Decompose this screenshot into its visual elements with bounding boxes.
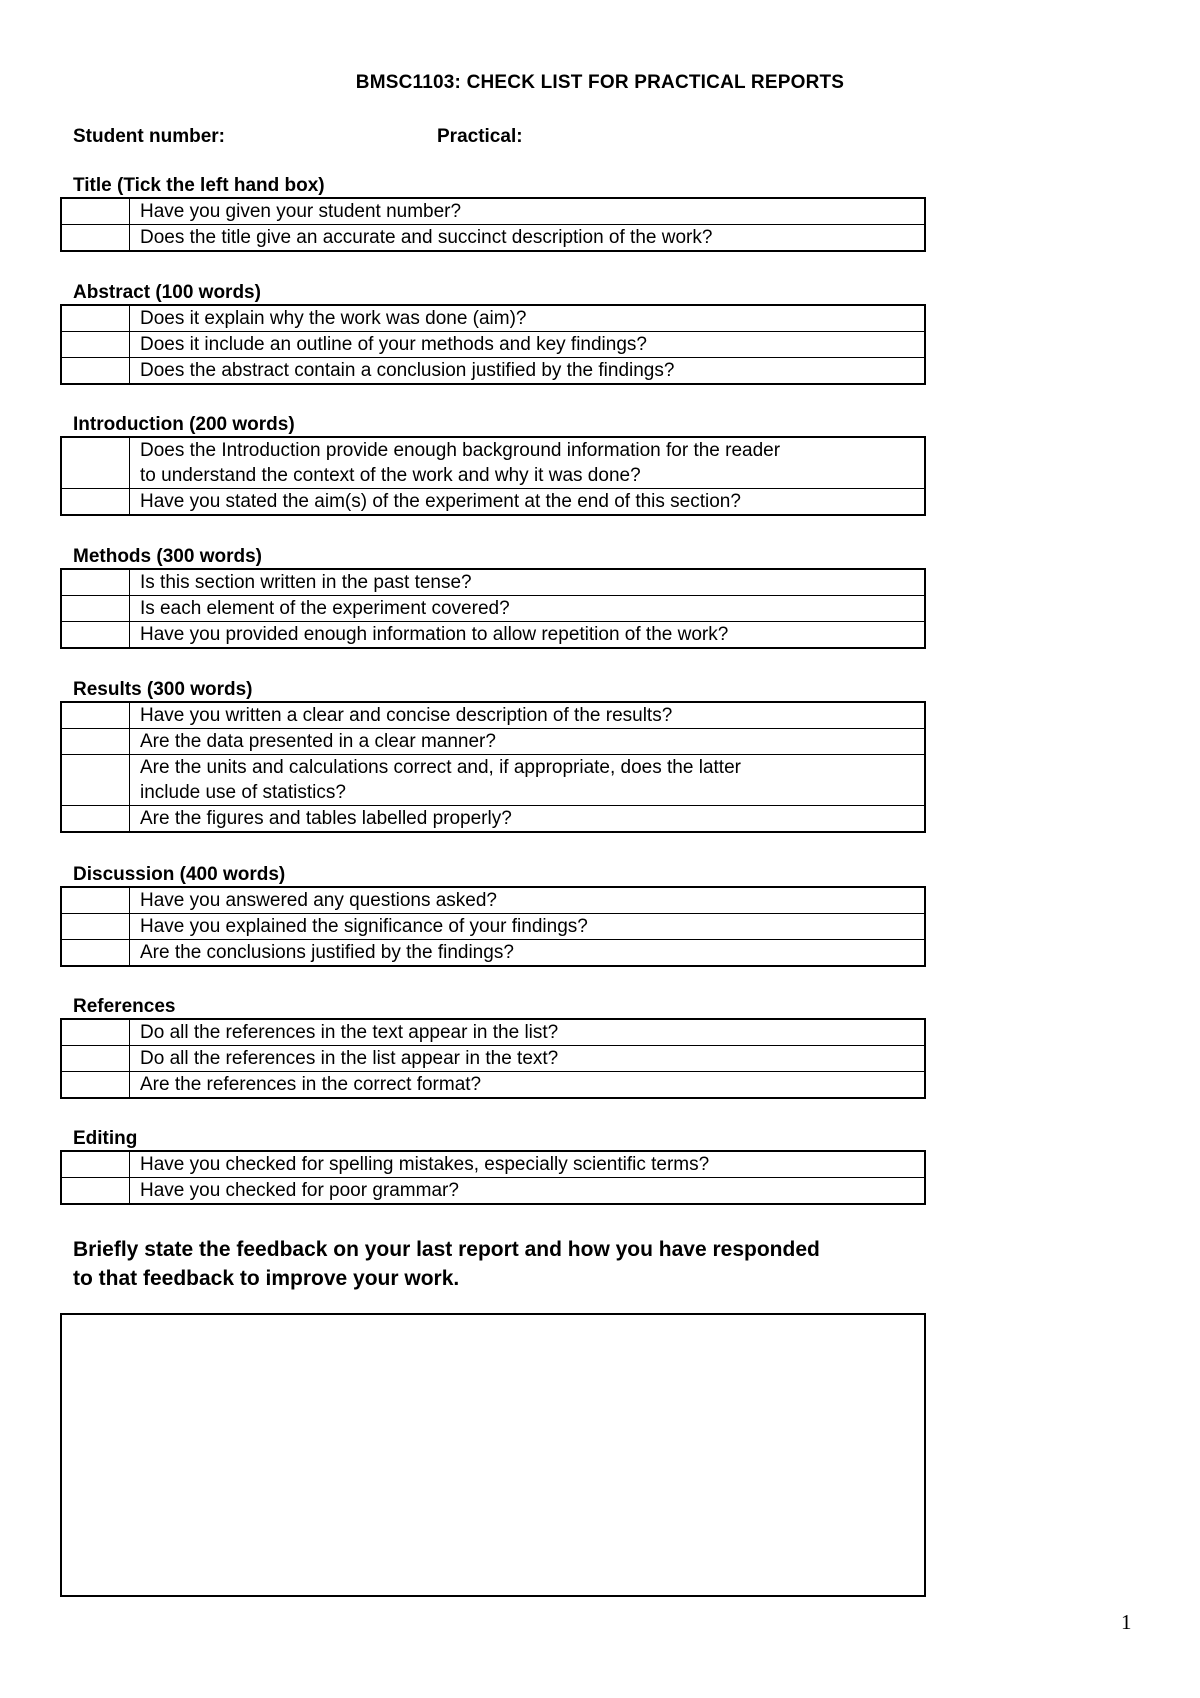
- checklist-row: [62, 621, 924, 647]
- checklist-table: [60, 568, 926, 649]
- checklist-row: [62, 728, 924, 754]
- tick-box[interactable]: [62, 1020, 130, 1045]
- checklist-row: [62, 595, 924, 621]
- tick-box[interactable]: [62, 703, 130, 728]
- checklist-row: [62, 1071, 924, 1097]
- tick-box[interactable]: [62, 940, 130, 965]
- section-abstract: [60, 282, 926, 385]
- checklist-row: [62, 199, 924, 224]
- tick-box[interactable]: [62, 806, 130, 831]
- checklist-question: Have you checked for spelling mistakes, especially scientific terms?: [140, 1154, 710, 1175]
- section-heading: Title (Tick the left hand box): [73, 175, 325, 196]
- tick-box[interactable]: [62, 489, 130, 514]
- checklist-row: [62, 488, 924, 514]
- checklist-row: [62, 888, 924, 913]
- checklist-row: [62, 1177, 924, 1203]
- tick-box[interactable]: [62, 888, 130, 913]
- checklist-table: [60, 436, 926, 516]
- checklist-table: [60, 1018, 926, 1099]
- section-heading: Results (300 words): [73, 679, 253, 700]
- feedback-prompt: [73, 1235, 953, 1293]
- checklist-question: Are the figures and tables labelled properly?: [140, 808, 512, 829]
- tick-box[interactable]: [62, 596, 130, 621]
- section-discussion: [60, 864, 926, 967]
- checklist-question: Have you written a clear and concise description of the results?: [140, 705, 673, 726]
- document-title: BMSC1103: CHECK LIST FOR PRACTICAL REPORTS: [355, 72, 845, 93]
- practical-label: Practical:: [437, 126, 523, 147]
- tick-box[interactable]: [62, 438, 130, 488]
- section-results: [60, 679, 926, 833]
- tick-box[interactable]: [62, 332, 130, 357]
- tick-box[interactable]: [62, 1072, 130, 1097]
- section-introduction: [60, 414, 926, 516]
- checklist-question: Does the title give an accurate and succinct description of the work?: [140, 227, 713, 248]
- tick-box[interactable]: [62, 358, 130, 383]
- checklist-table: [60, 886, 926, 967]
- section-heading: Methods (300 words): [73, 546, 262, 567]
- checklist-question: Do all the references in the list appear in the text?: [140, 1048, 559, 1069]
- checklist-row: [62, 224, 924, 250]
- section-heading: Introduction (200 words): [73, 414, 295, 435]
- checklist-row: [62, 306, 924, 331]
- checklist-table: [60, 701, 926, 833]
- tick-box[interactable]: [62, 729, 130, 754]
- page-number: 1: [1121, 1610, 1132, 1634]
- checklist-question: Are the references in the correct format?: [140, 1074, 482, 1095]
- checklist-row: [62, 913, 924, 939]
- tick-box[interactable]: [62, 622, 130, 647]
- checklist-row: [62, 331, 924, 357]
- tick-box[interactable]: [62, 914, 130, 939]
- checklist-row: [62, 438, 924, 488]
- section-methods: [60, 546, 926, 649]
- checklist-question: Does the Introduction provide enough background information for the reader to understand the context of the work and why it was done?: [140, 440, 781, 486]
- checklist-row: [62, 357, 924, 383]
- checklist-row: [62, 703, 924, 728]
- section-heading: Abstract (100 words): [73, 282, 261, 303]
- checklist-question: Are the units and calculations correct and, if appropriate, does the latter include use of statistics?: [140, 757, 741, 803]
- checklist-row: [62, 570, 924, 595]
- tick-box[interactable]: [62, 306, 130, 331]
- tick-box[interactable]: [62, 199, 130, 224]
- checklist-table: [60, 304, 926, 385]
- student-number-label: Student number:: [73, 126, 225, 147]
- checklist-row: [62, 754, 924, 805]
- section-editing: [60, 1128, 926, 1205]
- checklist-question: Are the conclusions justified by the findings?: [140, 942, 514, 963]
- feedback-response-box[interactable]: [60, 1313, 926, 1597]
- checklist-question: Is each element of the experiment covered?: [140, 598, 510, 619]
- checklist-row: [62, 1020, 924, 1045]
- tick-box[interactable]: [62, 570, 130, 595]
- section-references: [60, 996, 926, 1099]
- checklist-question: Does it include an outline of your methods and key findings?: [140, 334, 647, 355]
- section-heading: References: [73, 996, 176, 1017]
- section-heading: Discussion (400 words): [73, 864, 286, 885]
- checklist-question: Is this section written in the past tense?: [140, 572, 472, 593]
- tick-box[interactable]: [62, 1152, 130, 1177]
- student-info-row: [73, 126, 523, 148]
- feedback-prompt-text: Briefly state the feedback on your last report and how you have responded to that feedback to improve your work.: [73, 1238, 820, 1290]
- checklist-question: Have you stated the aim(s) of the experiment at the end of this section?: [140, 491, 741, 512]
- checklist-question: Are the data presented in a clear manner?: [140, 731, 496, 752]
- checklist-table: [60, 197, 926, 252]
- checklist-question: Have you checked for poor grammar?: [140, 1180, 459, 1201]
- checklist-row: [62, 939, 924, 965]
- checklist-row: [62, 1045, 924, 1071]
- tick-box[interactable]: [62, 225, 130, 250]
- section-heading: Editing: [73, 1128, 138, 1149]
- checklist-question: Have you explained the significance of your findings?: [140, 916, 588, 937]
- checklist-question: Does the abstract contain a conclusion justified by the findings?: [140, 360, 675, 381]
- checklist-row: [62, 805, 924, 831]
- checklist-question: Does it explain why the work was done (aim)?: [140, 308, 527, 329]
- checklist-question: Do all the references in the text appear in the list?: [140, 1022, 559, 1043]
- tick-box[interactable]: [62, 1178, 130, 1203]
- checklist-question: Have you given your student number?: [140, 201, 462, 222]
- checklist-question: Have you provided enough information to allow repetition of the work?: [140, 624, 729, 645]
- tick-box[interactable]: [62, 1046, 130, 1071]
- tick-box[interactable]: [62, 755, 130, 805]
- section-title: [60, 175, 926, 252]
- checklist-row: [62, 1152, 924, 1177]
- checklist-table: [60, 1150, 926, 1205]
- checklist-question: Have you answered any questions asked?: [140, 890, 498, 911]
